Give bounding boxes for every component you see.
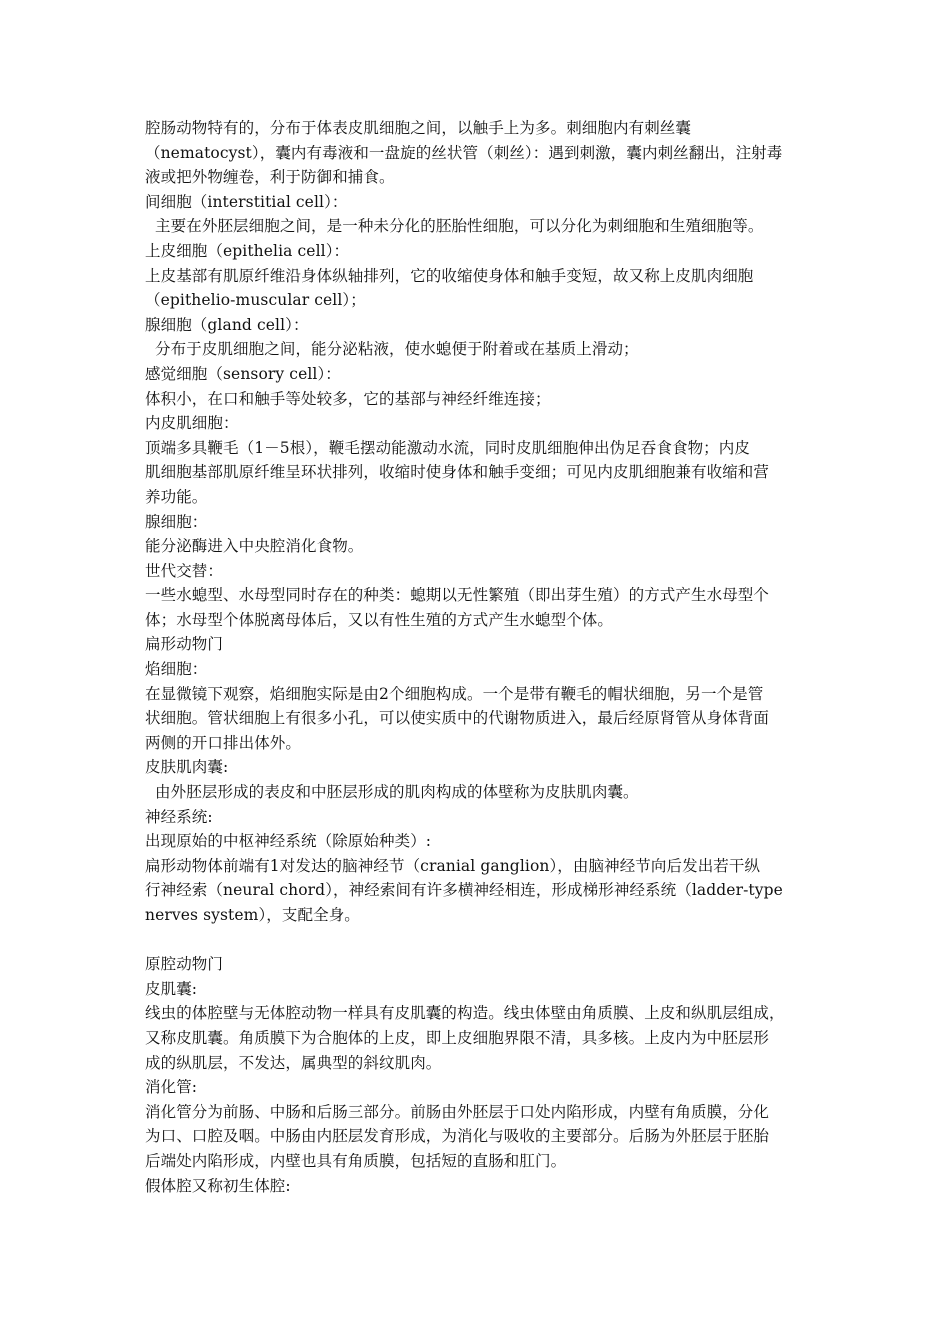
- text-line: 肌细胞基部肌原纤维呈环状排列，收缩时使身体和触手变细；可见内皮肌细胞兼有收缩和营: [145, 463, 770, 482]
- blank-line: [145, 928, 815, 953]
- document-body: [145, 116, 815, 1198]
- text-line: 一些水螅型、水母型同时存在的种类：螅期以无性繁殖（即出芽生殖）的方式产生水母型个: [145, 586, 770, 605]
- text-line: 顶端多具鞭毛（1－5根），鞭毛摆动能激动水流，同时皮肌细胞伸出伪足吞食食物；内皮: [145, 438, 750, 457]
- text-line: （epithelio-muscular cell）；: [145, 291, 366, 310]
- text-line: 行神经索（neural chord），神经索间有许多横神经相连，形成梯形神经系统（ladder-type: [145, 881, 783, 900]
- section-heading: 神经系统:: [145, 807, 213, 826]
- text-line: 成的纵肌层，不发达，属典型的斜纹肌肉。: [145, 1053, 442, 1072]
- text-line: 扁形动物体前端有1对发达的脑神经节（cranial ganglion），由脑神经节向后发出若干纵: [145, 856, 761, 875]
- text-line: 又称皮肌囊。角质膜下为合胞体的上皮，即上皮细胞界限不清，具多核。上皮内为中胚层形: [145, 1028, 770, 1047]
- text-line: 状细胞。管状细胞上有很多小孔，可以使实质中的代谢物质进入，最后经原肾管从身体背面: [145, 709, 770, 728]
- text-line: 养功能。: [145, 487, 208, 506]
- section-heading: 焰细胞：: [145, 660, 208, 679]
- chapter-heading: 原腔动物门: [145, 955, 224, 974]
- chapter-heading: 扁形动物门: [145, 635, 224, 654]
- section-heading: 世代交替：: [145, 561, 224, 580]
- text-line: 两侧的开口排出体外。: [145, 733, 302, 752]
- section-heading: 皮肌囊:: [145, 979, 198, 998]
- text-line: 在显微镜下观察，焰细胞实际是由2个细胞构成。一个是带有鞭毛的帽状细胞，另一个是管: [145, 684, 764, 703]
- section-heading: 内皮肌细胞：: [145, 414, 239, 433]
- section-heading: 假体腔又称初生体腔:: [145, 1176, 291, 1195]
- text-line: 体积小，在口和触手等处较多，它的基部与神经纤维连接；: [145, 389, 551, 408]
- text-line: 能分泌酶进入中央腔消化食物。: [145, 537, 364, 556]
- section-heading: 间细胞（interstitial cell）：: [145, 192, 348, 211]
- text-line: 出现原始的中枢神经系统（除原始种类）:: [145, 832, 432, 851]
- section-heading: 腺细胞（gland cell）：: [145, 315, 309, 334]
- text-line: 主要在外胚层细胞之间，是一种未分化的胚胎性细胞，可以分化为刺细胞和生殖细胞等。: [145, 217, 764, 236]
- text-line: 体；水母型个体脱离母体后，又以有性生殖的方式产生水螅型个体。: [145, 610, 614, 629]
- text-line: 消化管分为前肠、中肠和后肠三部分。前肠由外胚层于口处内陷形成，内壁有角质膜，分化: [145, 1102, 770, 1121]
- section-heading: 皮肤肌肉囊:: [145, 758, 229, 777]
- text-line: nerves system），支配全身。: [145, 906, 360, 924]
- text-line: 为口、口腔及咽。中肠由内胚层发育形成，为消化与吸收的主要部分。后肠为外胚层于胚胎: [145, 1127, 770, 1146]
- text-line: 上皮基部有肌原纤维沿身体纵轴排列，它的收缩使身体和触手变短，故又称上皮肌肉细胞: [145, 266, 754, 285]
- text-line: 腔肠动物特有的，分布于体表皮肌细胞之间，以触手上为多。刺细胞内有刺丝囊: [145, 119, 692, 137]
- text-line: 线虫的体腔壁与无体腔动物一样具有皮肌囊的构造。线虫体壁由角质膜、上皮和纵肌层组成，: [145, 1004, 785, 1023]
- text-line: （nematocyst），囊内有毒液和一盘旋的丝状管（刺丝）：遇到刺激，囊内刺丝翻出，注射毒: [145, 143, 783, 162]
- section-heading: 腺细胞：: [145, 512, 208, 531]
- text-line: 后端处内陷形成，内壁也具有角质膜，包括短的直肠和肛门。: [145, 1151, 567, 1170]
- section-heading: 感觉细胞（sensory cell）：: [145, 364, 341, 383]
- text-line: 由外胚层形成的表皮和中胚层形成的肌肉构成的体壁称为皮肤肌肉囊。: [145, 783, 639, 802]
- text-line: 液或把外物缠卷，利于防御和捕食。: [145, 168, 395, 187]
- section-heading: 消化管:: [145, 1078, 198, 1097]
- text-line: 分布于皮肌细胞之间，能分泌粘液，使水螅便于附着或在基质上滑动；: [145, 340, 639, 359]
- section-heading: 上皮细胞（epithelia cell）：: [145, 241, 350, 260]
